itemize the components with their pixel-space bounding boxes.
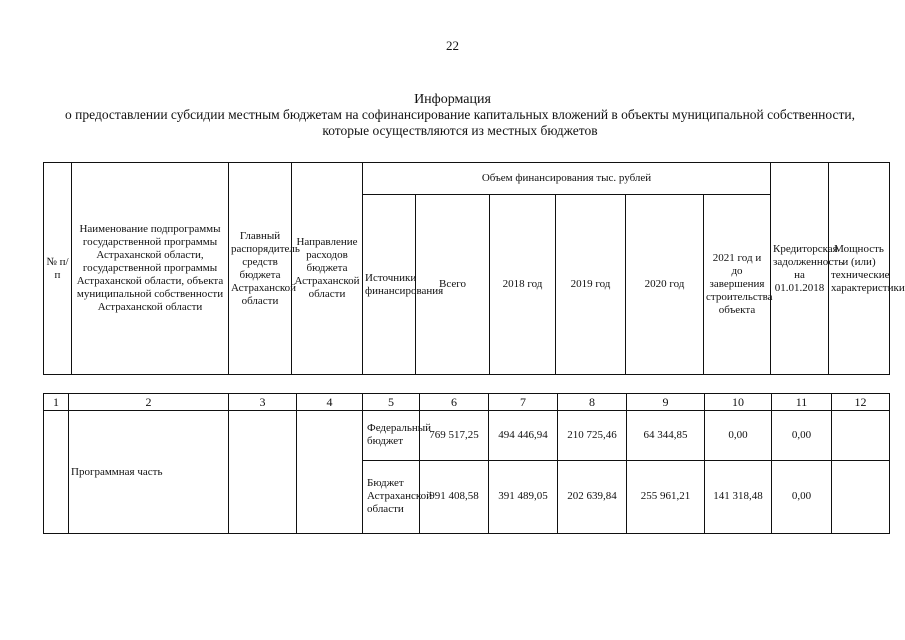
table-row [44,411,890,461]
col-number: 8 [558,394,627,411]
document-title: Информация [414,92,491,107]
col-number: 11 [772,394,832,411]
header-total: Всего [416,195,490,375]
source-federal: Федеральный бюджет [363,411,420,461]
federal-2021: 0,00 [705,411,772,461]
regional-2018: 391 489,05 [489,460,558,533]
header-capacity: Мощность и (или) технические характеристики [829,163,890,375]
col-number: 2 [69,394,229,411]
header-debt: Кредиторская задолженность на 01.01.2018 [771,163,829,375]
col-number: 7 [489,394,558,411]
col-number: 1 [44,394,69,411]
header-manager: Главный распорядитель средств бюджета Астраханской области [229,163,292,375]
header-table [43,162,905,375]
col-number: 3 [229,394,297,411]
col-number: 10 [705,394,772,411]
header-direction: Направление расходов бюджета Астраханской области [292,163,363,375]
header-name: Наименование подпрограммы государственной программы Астраханской области, государственной программы Астраханской области, объекта муниципальной собственности Астраханской области [72,163,229,375]
document-subtitle: о предоставлении субсидии местным бюджетам на софинансирование капитальных вложений в объекты муниципальной собственности, которые осуществляются из местных бюджетов [65,107,855,138]
federal-2018: 494 446,94 [489,411,558,461]
header-num: № п/п [44,163,72,375]
row-num-cell [44,411,69,534]
federal-capacity [832,411,890,461]
federal-debt: 0,00 [772,411,832,461]
col-number: 5 [363,394,420,411]
regional-total: 991 408,58 [420,460,489,533]
regional-capacity [832,460,890,533]
source-regional: Бюджет Астраханской области [363,460,420,533]
federal-2020: 64 344,85 [627,411,705,461]
regional-2020: 255 961,21 [627,460,705,533]
program-label: Программная часть [69,411,229,534]
header-sources: Источники финансирования [363,195,416,375]
col-number: 9 [627,394,705,411]
col-number: 12 [832,394,890,411]
manager-cell [229,411,297,534]
regional-debt: 0,00 [772,460,832,533]
regional-2021: 141 318,48 [705,460,772,533]
direction-cell [297,411,363,534]
header-2018: 2018 год [490,195,556,375]
col-number: 6 [420,394,489,411]
col-number: 4 [297,394,363,411]
federal-total: 769 517,25 [420,411,489,461]
header-2020: 2020 год [626,195,704,375]
page-number: 22 [446,38,459,53]
regional-2019: 202 639,84 [558,460,627,533]
data-table [43,393,890,534]
header-volume-group: Объем финансирования тыс. рублей [363,163,771,195]
header-2019: 2019 год [556,195,626,375]
federal-2019: 210 725,46 [558,411,627,461]
header-2021: 2021 год и до завершения строительства объекта [704,195,771,375]
